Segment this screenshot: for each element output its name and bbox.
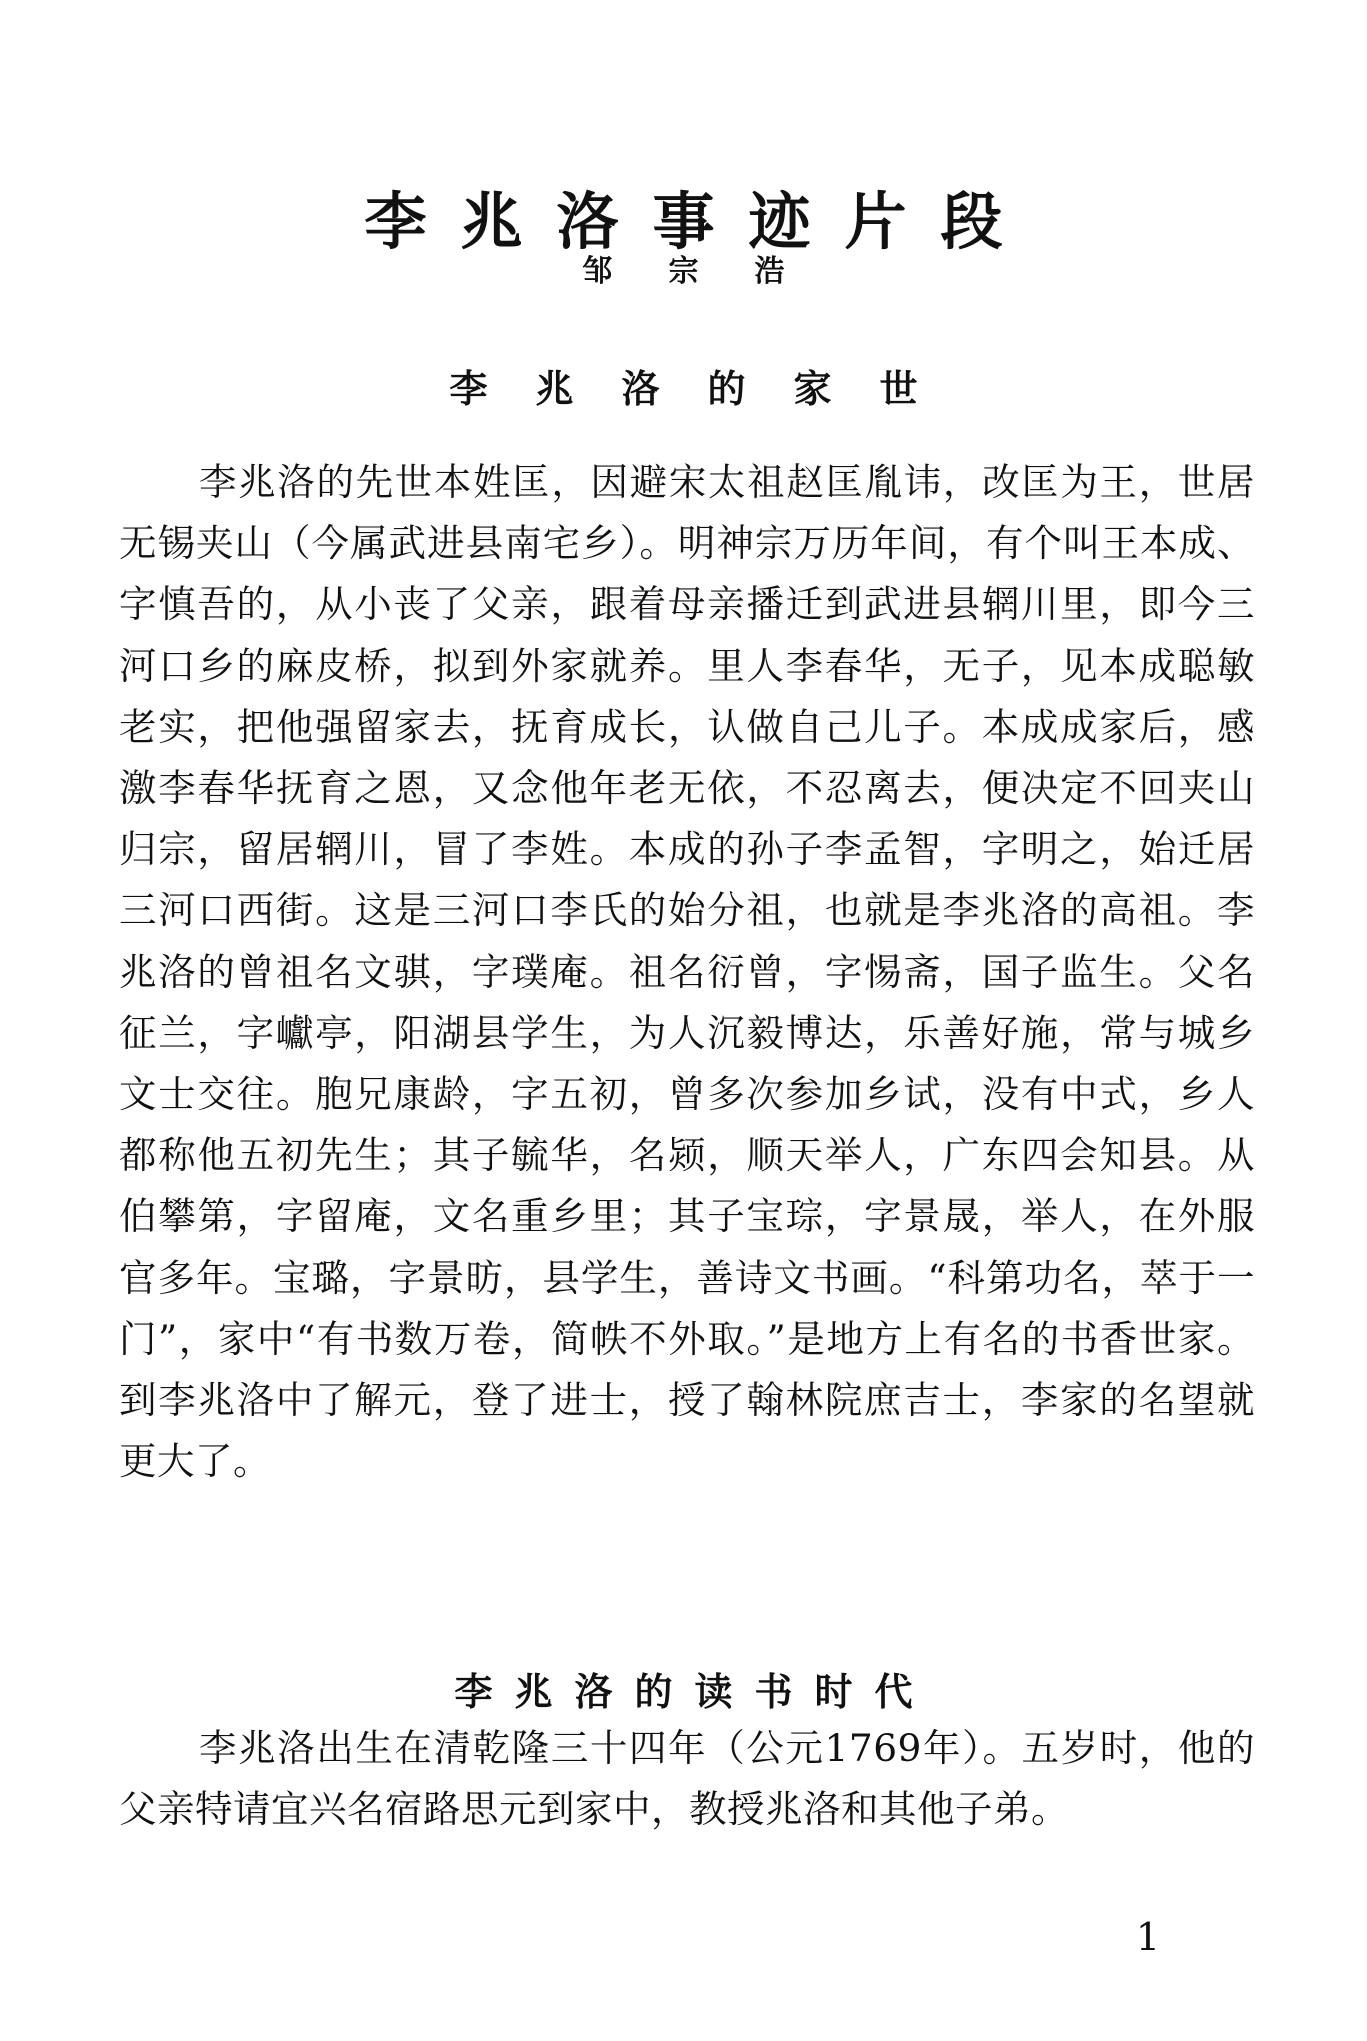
section-heading-study: 李兆洛的读书时代	[454, 1669, 935, 1714]
page-number: 1	[1135, 1915, 1161, 1959]
article-author: 邹宗浩	[582, 254, 841, 289]
section-paragraph-study: 李兆洛出生在清乾隆三十四年（公元1769年）。五岁时，他的父亲特请宜兴名宿路思元到家中，教授兆洛和其他子弟。	[119, 1726, 1255, 1832]
section-heading-family: 李兆洛的家世	[449, 366, 966, 411]
article-title: 李兆洛事迹片段	[364, 184, 1037, 258]
section-paragraph-family: 李兆洛的先世本姓匡，因避宋太祖赵匡胤讳，改匡为王，世居无锡夹山（今属武进县南宅乡）。明神宗万历年间，有个叫王本成、字慎吾的，从小丧了父亲，跟着母亲播迁到武进县辋川里，即今三河口乡的麻皮桥，拟到外家就养。里人李春华，无子，见本成聪敏老实，把他强留家去，抚育成长，认做自己儿子。本成成家后，感激李春华抚育之恩，又念他年老无依，不忍离去，便决定不回夹山归宗，留居辋川，冒了李姓。本成的孙子李孟智，字明之，始迁居三河口西街。这是三河口李氏的始分祖，也就是李兆洛的高祖。李兆洛的曾祖名文骐，字璞庵。祖名衍曾，字惕斋，国子监生。父名征兰，字巘亭，阳湖县学生，为人沉毅博达，乐善好施，常与城乡文士交往。胞兄康龄，字五初，曾多次参加乡试，没有中式，乡人都称他五初先生；其子毓华，名颎，顺天举人，广东四会知县。从伯攀第，字留庵，文名重乡里；其子宝琮，字景晟，举人，在外服官多年。宝璐，字景昉，县学生，善诗文书画。“科第功名，萃于一门”，家中“有书数万卷，简帙不外取。”是地方上有名的书香世家。到李兆洛中了解元，登了进士，授了翰林院庶吉士，李家的名望就更大了。	[119, 460, 1255, 1484]
